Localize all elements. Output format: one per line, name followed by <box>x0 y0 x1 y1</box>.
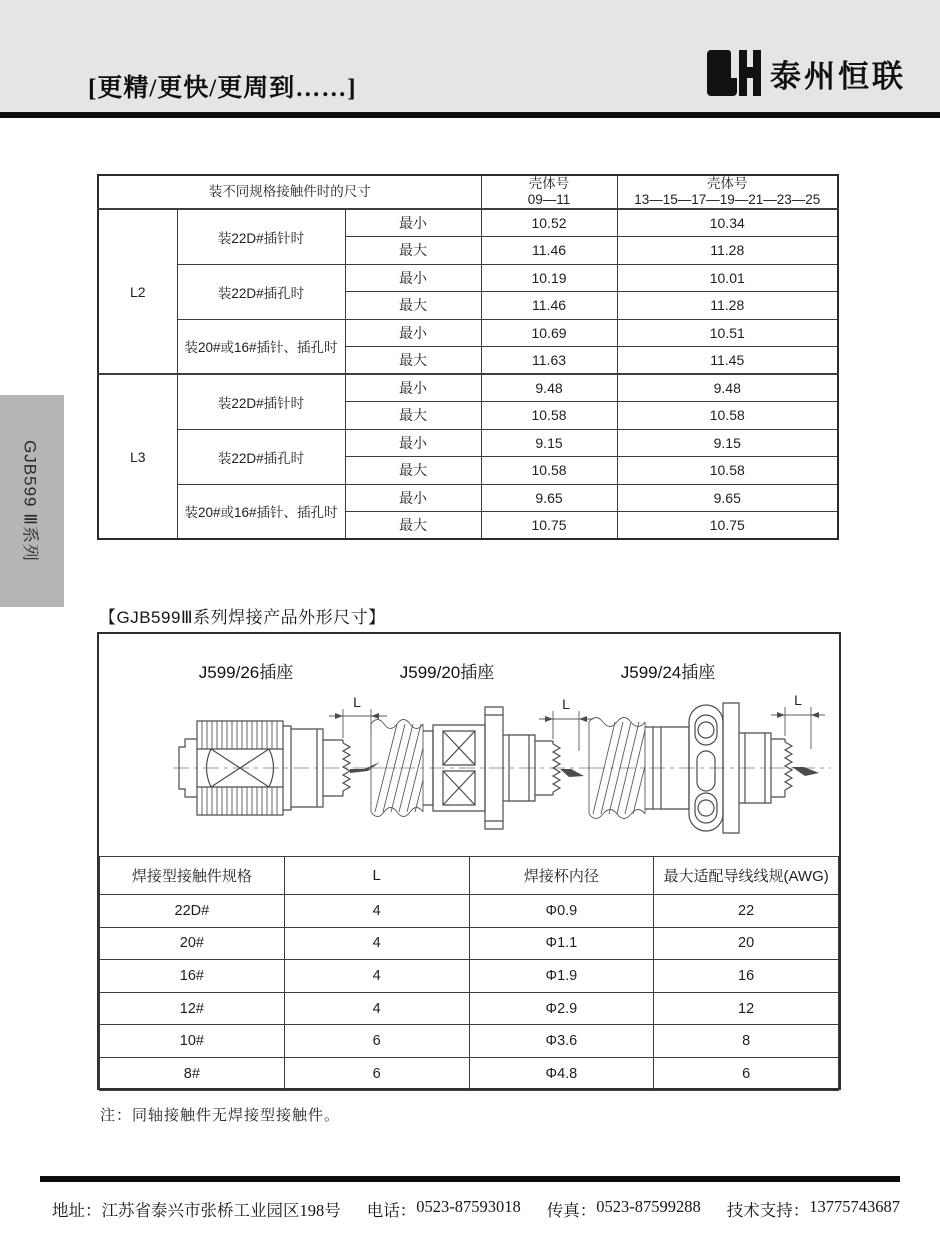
connector-drawing-j599-20-icon <box>367 693 617 843</box>
shell-a-line2: 09—11 <box>527 192 571 207</box>
weld-contact-table <box>99 856 839 1091</box>
value-cell: 9.15 <box>481 429 617 457</box>
limit-cell: 最小 <box>345 374 481 402</box>
footer-fax <box>547 1197 701 1221</box>
limit-cell: 最小 <box>345 484 481 512</box>
spec-cell: 装20#或16#插针、插孔时 <box>177 484 345 539</box>
footer-phone-value: 0523-87593018 <box>416 1197 521 1216</box>
value-cell: 8 <box>654 1025 839 1058</box>
value-cell: 16 <box>654 960 839 993</box>
table-row <box>98 319 838 347</box>
value-cell: Φ0.9 <box>469 895 654 928</box>
footer-divider <box>40 1176 900 1182</box>
value-cell: 6 <box>654 1057 839 1090</box>
table-row <box>100 1057 839 1090</box>
diagram-label: J599/24插座 <box>620 663 716 682</box>
footer-fax-label: 传真： <box>546 1201 597 1220</box>
dimension-label: L <box>562 696 570 712</box>
limit-cell: 最大 <box>345 402 481 430</box>
footnote: 注：同轴接触件无焊接型接触件。 <box>100 1107 341 1124</box>
brand-logo-icon <box>707 50 761 96</box>
value-cell: 20# <box>100 927 285 960</box>
series-side-tab <box>0 395 64 607</box>
value-cell: 11.46 <box>481 292 617 320</box>
connector-diagrams <box>99 634 839 856</box>
dimension-label: L <box>353 694 361 710</box>
header-slogan: [更精/更快/更周到……] <box>88 75 357 102</box>
shell-b-line2: 13—15—17—19—21—23—25 <box>634 192 821 207</box>
table-row <box>100 992 839 1025</box>
column-header: L <box>284 857 469 895</box>
value-cell: 11.28 <box>617 292 838 320</box>
limit-cell: 最大 <box>345 512 481 540</box>
footer-support <box>727 1197 900 1221</box>
shell-b-header-cell <box>617 175 838 209</box>
spec-cell: 装22D#插孔时 <box>177 429 345 484</box>
value-cell: 20 <box>654 927 839 960</box>
value-cell: 11.63 <box>481 347 617 375</box>
table-row <box>100 927 839 960</box>
value-cell: Φ2.9 <box>469 992 654 1025</box>
shell-b-line1: 壳体号 <box>707 176 748 192</box>
value-cell: 6 <box>284 1057 469 1090</box>
table-row <box>98 429 838 457</box>
footer-address-label: 地址： <box>52 1201 102 1220</box>
limit-cell: 最大 <box>345 237 481 265</box>
value-cell: 4 <box>284 895 469 928</box>
diagram-label: J599/26插座 <box>198 663 294 682</box>
param-cell: L2 <box>98 209 177 374</box>
column-header: 焊接杯内径 <box>469 857 654 895</box>
footer-address <box>52 1197 341 1221</box>
value-cell: 10.58 <box>481 402 617 430</box>
shell-a-line1: 壳体号 <box>528 176 570 192</box>
value-cell: 9.65 <box>617 484 838 512</box>
table-row <box>98 264 838 292</box>
value-cell: 10.01 <box>617 264 838 292</box>
diagram-label: J599/20插座 <box>399 663 495 682</box>
value-cell: 9.65 <box>481 484 617 512</box>
weld-section-title: 【GJB599Ⅲ系列焊接产品外形尺寸】 <box>99 608 386 627</box>
value-cell: Φ1.1 <box>469 927 654 960</box>
param-cell: L3 <box>98 374 177 539</box>
value-cell: 10.58 <box>617 402 838 430</box>
table1-title-cell: 装不同规格接触件时的尺寸 <box>98 175 481 209</box>
value-cell: 10.19 <box>481 264 617 292</box>
value-cell: 10.69 <box>481 319 617 347</box>
spec-cell: 装22D#插针时 <box>177 209 345 264</box>
table-row <box>100 895 839 928</box>
value-cell: 22 <box>654 895 839 928</box>
page-header <box>0 0 940 112</box>
limit-cell: 最小 <box>345 429 481 457</box>
value-cell: 9.48 <box>617 374 838 402</box>
table-row <box>98 484 838 512</box>
value-cell: 10.52 <box>481 209 617 237</box>
spec-cell: 装20#或16#插针、插孔时 <box>177 319 345 374</box>
limit-cell: 最小 <box>345 264 481 292</box>
value-cell: 10.58 <box>617 457 838 485</box>
limit-cell: 最小 <box>345 209 481 237</box>
footer-support-label: 技术支持： <box>726 1201 810 1220</box>
diagram-j599-24 <box>587 658 839 843</box>
limit-cell: 最大 <box>345 292 481 320</box>
column-header: 最大适配导线线规(AWG) <box>654 857 839 895</box>
dimension-label: L <box>794 693 802 708</box>
value-cell: 4 <box>284 960 469 993</box>
table-header-row <box>100 857 839 895</box>
value-cell: 4 <box>284 992 469 1025</box>
weld-products-panel <box>97 632 841 1090</box>
value-cell: 12# <box>100 992 285 1025</box>
diagram-j599-20 <box>367 658 617 843</box>
value-cell: 10.34 <box>617 209 838 237</box>
footer-fax-value: 0523-87599288 <box>596 1197 701 1216</box>
value-cell: 16# <box>100 960 285 993</box>
value-cell: Φ4.8 <box>469 1057 654 1090</box>
value-cell: 12 <box>654 992 839 1025</box>
spec-cell: 装22D#插针时 <box>177 374 345 429</box>
table-row <box>98 209 838 237</box>
column-header: 焊接型接触件规格 <box>100 857 285 895</box>
value-cell: 9.48 <box>481 374 617 402</box>
value-cell: 10# <box>100 1025 285 1058</box>
footer-address-value: 江苏省泰兴市张桥工业园区198号 <box>101 1201 341 1220</box>
value-cell: 10.75 <box>617 512 838 540</box>
value-cell: 11.28 <box>617 237 838 265</box>
header-divider <box>0 112 940 118</box>
spec-cell: 装22D#插孔时 <box>177 264 345 319</box>
table-header-row <box>98 175 838 209</box>
value-cell: 9.15 <box>617 429 838 457</box>
limit-cell: 最小 <box>345 319 481 347</box>
limit-cell: 最大 <box>345 457 481 485</box>
value-cell: 6 <box>284 1025 469 1058</box>
value-cell: 10.58 <box>481 457 617 485</box>
value-cell: Φ1.9 <box>469 960 654 993</box>
value-cell: 10.75 <box>481 512 617 540</box>
table-row <box>100 1025 839 1058</box>
value-cell: 22D# <box>100 895 285 928</box>
footer-support-value: 13775743687 <box>809 1197 900 1216</box>
table-row <box>100 960 839 993</box>
value-cell: 10.51 <box>617 319 838 347</box>
brand-logo <box>707 50 906 96</box>
footer-phone <box>367 1197 521 1221</box>
limit-cell: 最大 <box>345 347 481 375</box>
value-cell: 11.46 <box>481 237 617 265</box>
value-cell: Φ3.6 <box>469 1025 654 1058</box>
footer-phone-label: 电话： <box>366 1201 417 1220</box>
brand-name: 泰州恒联 <box>770 58 906 94</box>
table-row <box>98 374 838 402</box>
contact-dimensions-table <box>97 174 839 540</box>
value-cell: 11.45 <box>617 347 838 375</box>
footer-contact-bar <box>52 1197 900 1221</box>
connector-drawing-j599-24-icon <box>587 693 839 843</box>
series-side-tab-label: GJB599 Ⅲ系列 <box>20 440 40 562</box>
value-cell: 8# <box>100 1057 285 1090</box>
value-cell: 4 <box>284 927 469 960</box>
shell-a-header-cell <box>481 175 617 209</box>
